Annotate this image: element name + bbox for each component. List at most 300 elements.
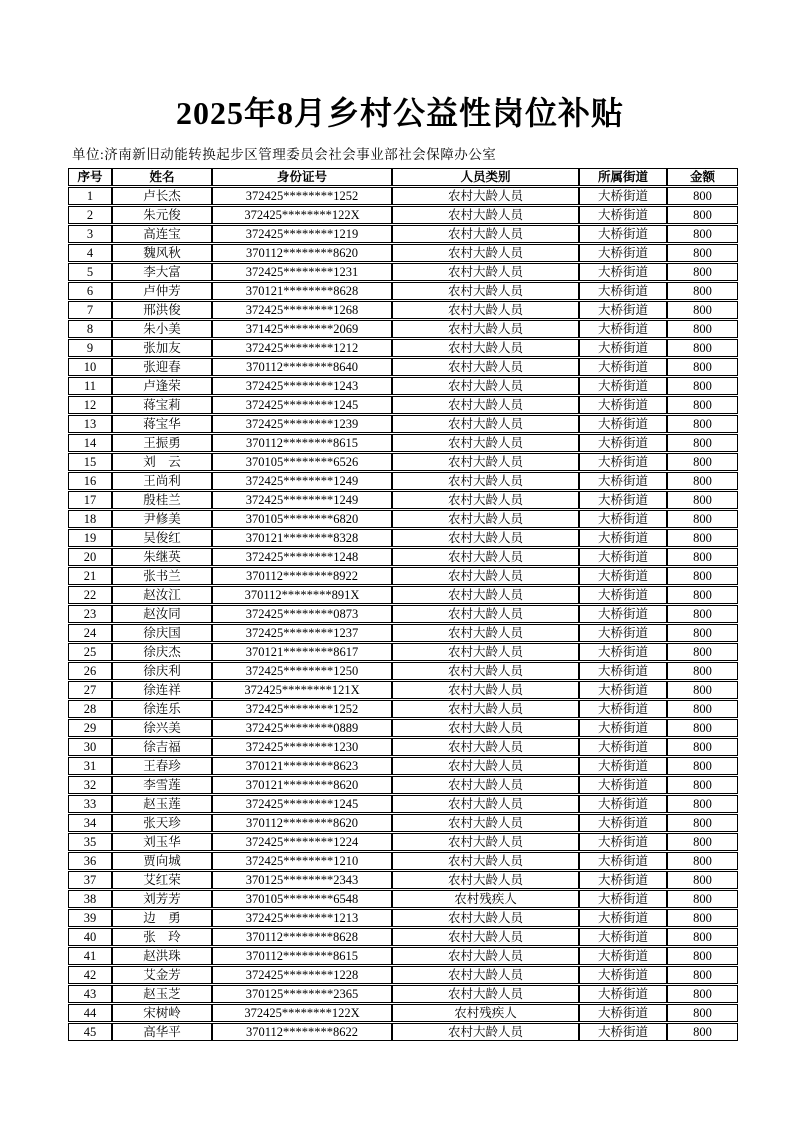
- table-row: [68, 263, 738, 281]
- cell-street: 大桥街道: [579, 662, 667, 680]
- cell-category: 农村大龄人员: [392, 529, 579, 547]
- cell-name: 赵玉芝: [112, 985, 212, 1003]
- cell-index: 12: [68, 396, 112, 414]
- cell-street: 大桥街道: [579, 605, 667, 623]
- cell-index: 10: [68, 358, 112, 376]
- cell-street: 大桥街道: [579, 415, 667, 433]
- cell-name: 徐兴美: [112, 719, 212, 737]
- cell-street: 大桥街道: [579, 358, 667, 376]
- cell-name: 贾向城: [112, 852, 212, 870]
- cell-amount: 800: [667, 985, 738, 1003]
- cell-id-number: 372425********1252: [212, 700, 392, 718]
- cell-name: 徐庆杰: [112, 643, 212, 661]
- cell-category: 农村大龄人员: [392, 567, 579, 585]
- cell-id-number: 372425********1250: [212, 662, 392, 680]
- table-row: [68, 814, 738, 832]
- cell-street: 大桥街道: [579, 510, 667, 528]
- cell-id-number: 370112********8615: [212, 947, 392, 965]
- cell-amount: 800: [667, 472, 738, 490]
- table-row: [68, 681, 738, 699]
- cell-index: 8: [68, 320, 112, 338]
- cell-category: 农村大龄人员: [392, 415, 579, 433]
- cell-index: 15: [68, 453, 112, 471]
- cell-amount: 800: [667, 776, 738, 794]
- cell-name: 徐庆利: [112, 662, 212, 680]
- table-row: [68, 719, 738, 737]
- cell-index: 35: [68, 833, 112, 851]
- cell-index: 2: [68, 206, 112, 224]
- cell-amount: 800: [667, 529, 738, 547]
- header-category: 人员类别: [392, 168, 579, 186]
- cell-index: 39: [68, 909, 112, 927]
- table-row: [68, 529, 738, 547]
- cell-category: 农村大龄人员: [392, 833, 579, 851]
- cell-category: 农村大龄人员: [392, 339, 579, 357]
- header-id-number: 身份证号: [212, 168, 392, 186]
- cell-category: 农村大龄人员: [392, 586, 579, 604]
- cell-amount: 800: [667, 415, 738, 433]
- cell-name: 吴俊红: [112, 529, 212, 547]
- table-row: [68, 377, 738, 395]
- cell-index: 30: [68, 738, 112, 756]
- cell-category: 农村大龄人员: [392, 947, 579, 965]
- cell-id-number: 372425********1245: [212, 396, 392, 414]
- table-row: [68, 1023, 738, 1041]
- cell-name: 徐连乐: [112, 700, 212, 718]
- cell-amount: 800: [667, 586, 738, 604]
- cell-id-number: 372425********1239: [212, 415, 392, 433]
- cell-id-number: 370112********891X: [212, 586, 392, 604]
- table-row: [68, 567, 738, 585]
- table-row: [68, 586, 738, 604]
- cell-street: 大桥街道: [579, 966, 667, 984]
- cell-index: 18: [68, 510, 112, 528]
- cell-street: 大桥街道: [579, 434, 667, 452]
- cell-id-number: 370121********8623: [212, 757, 392, 775]
- table-row: [68, 453, 738, 471]
- cell-amount: 800: [667, 757, 738, 775]
- cell-amount: 800: [667, 871, 738, 889]
- cell-name: 尹修美: [112, 510, 212, 528]
- cell-id-number: 370112********8620: [212, 244, 392, 262]
- table-row: [68, 909, 738, 927]
- cell-index: 20: [68, 548, 112, 566]
- cell-category: 农村大龄人员: [392, 472, 579, 490]
- cell-amount: 800: [667, 738, 738, 756]
- cell-index: 33: [68, 795, 112, 813]
- cell-street: 大桥街道: [579, 738, 667, 756]
- cell-id-number: 372425********1231: [212, 263, 392, 281]
- cell-index: 26: [68, 662, 112, 680]
- cell-street: 大桥街道: [579, 377, 667, 395]
- cell-street: 大桥街道: [579, 700, 667, 718]
- cell-street: 大桥街道: [579, 795, 667, 813]
- cell-amount: 800: [667, 605, 738, 623]
- cell-amount: 800: [667, 244, 738, 262]
- cell-id-number: 372425********122X: [212, 206, 392, 224]
- cell-index: 41: [68, 947, 112, 965]
- cell-category: 农村大龄人员: [392, 909, 579, 927]
- cell-name: 张加友: [112, 339, 212, 357]
- cell-name: 张书兰: [112, 567, 212, 585]
- cell-id-number: 372425********1243: [212, 377, 392, 395]
- cell-id-number: 372425********1219: [212, 225, 392, 243]
- cell-amount: 800: [667, 491, 738, 509]
- cell-id-number: 370121********8628: [212, 282, 392, 300]
- cell-name: 高华平: [112, 1023, 212, 1041]
- cell-category: 农村大龄人员: [392, 928, 579, 946]
- cell-category: 农村大龄人员: [392, 1023, 579, 1041]
- cell-index: 11: [68, 377, 112, 395]
- cell-street: 大桥街道: [579, 472, 667, 490]
- cell-category: 农村大龄人员: [392, 491, 579, 509]
- cell-index: 22: [68, 586, 112, 604]
- cell-amount: 800: [667, 624, 738, 642]
- table-row: [68, 339, 738, 357]
- cell-index: 13: [68, 415, 112, 433]
- table-header-row: [68, 168, 738, 186]
- cell-category: 农村大龄人员: [392, 985, 579, 1003]
- cell-id-number: 372425********0873: [212, 605, 392, 623]
- cell-amount: 800: [667, 358, 738, 376]
- cell-street: 大桥街道: [579, 928, 667, 946]
- cell-category: 农村大龄人员: [392, 624, 579, 642]
- cell-name: 蒋宝华: [112, 415, 212, 433]
- table-row: [68, 491, 738, 509]
- cell-id-number: 370112********8615: [212, 434, 392, 452]
- cell-amount: 800: [667, 396, 738, 414]
- cell-name: 殷桂兰: [112, 491, 212, 509]
- table-row: [68, 396, 738, 414]
- cell-index: 17: [68, 491, 112, 509]
- cell-category: 农村大龄人员: [392, 795, 579, 813]
- cell-amount: 800: [667, 510, 738, 528]
- cell-index: 42: [68, 966, 112, 984]
- cell-name: 张迎春: [112, 358, 212, 376]
- cell-category: 农村大龄人员: [392, 187, 579, 205]
- cell-street: 大桥街道: [579, 206, 667, 224]
- table-body: [68, 187, 738, 1041]
- cell-amount: 800: [667, 947, 738, 965]
- table-row: [68, 510, 738, 528]
- cell-street: 大桥街道: [579, 852, 667, 870]
- cell-name: 艾红荣: [112, 871, 212, 889]
- cell-amount: 800: [667, 662, 738, 680]
- cell-id-number: 372425********1224: [212, 833, 392, 851]
- page-title: 2025年8月乡村公益性岗位补贴: [175, 95, 624, 131]
- cell-id-number: 372425********121X: [212, 681, 392, 699]
- cell-index: 3: [68, 225, 112, 243]
- cell-amount: 800: [667, 852, 738, 870]
- cell-id-number: 372425********1245: [212, 795, 392, 813]
- cell-category: 农村大龄人员: [392, 263, 579, 281]
- table-row: [68, 415, 738, 433]
- cell-name: 王尚利: [112, 472, 212, 490]
- cell-index: 43: [68, 985, 112, 1003]
- cell-amount: 800: [667, 320, 738, 338]
- cell-index: 36: [68, 852, 112, 870]
- cell-category: 农村大龄人员: [392, 871, 579, 889]
- cell-index: 23: [68, 605, 112, 623]
- cell-category: 农村大龄人员: [392, 966, 579, 984]
- cell-name: 边 勇: [112, 909, 212, 927]
- cell-id-number: 372425********1252: [212, 187, 392, 205]
- cell-street: 大桥街道: [579, 947, 667, 965]
- cell-id-number: 370105********6526: [212, 453, 392, 471]
- cell-name: 徐连祥: [112, 681, 212, 699]
- cell-name: 魏风秋: [112, 244, 212, 262]
- cell-name: 邢洪俊: [112, 301, 212, 319]
- cell-category: 农村大龄人员: [392, 320, 579, 338]
- cell-id-number: 370112********8622: [212, 1023, 392, 1041]
- cell-amount: 800: [667, 548, 738, 566]
- table-row: [68, 795, 738, 813]
- cell-street: 大桥街道: [579, 548, 667, 566]
- cell-street: 大桥街道: [579, 339, 667, 357]
- cell-id-number: 370112********8640: [212, 358, 392, 376]
- cell-id-number: 372425********1248: [212, 548, 392, 566]
- table-row: [68, 966, 738, 984]
- cell-category: 农村大龄人员: [392, 282, 579, 300]
- cell-amount: 800: [667, 890, 738, 908]
- cell-id-number: 370121********8620: [212, 776, 392, 794]
- cell-street: 大桥街道: [579, 586, 667, 604]
- cell-name: 赵玉莲: [112, 795, 212, 813]
- table-row: [68, 282, 738, 300]
- cell-category: 农村大龄人员: [392, 244, 579, 262]
- cell-index: 27: [68, 681, 112, 699]
- cell-name: 艾金芳: [112, 966, 212, 984]
- cell-category: 农村大龄人员: [392, 719, 579, 737]
- cell-amount: 800: [667, 814, 738, 832]
- cell-street: 大桥街道: [579, 320, 667, 338]
- cell-street: 大桥街道: [579, 890, 667, 908]
- cell-category: 农村大龄人员: [392, 700, 579, 718]
- cell-amount: 800: [667, 434, 738, 452]
- cell-name: 张天珍: [112, 814, 212, 832]
- cell-amount: 800: [667, 263, 738, 281]
- cell-id-number: 372425********1228: [212, 966, 392, 984]
- cell-street: 大桥街道: [579, 681, 667, 699]
- cell-index: 32: [68, 776, 112, 794]
- cell-id-number: 370125********2365: [212, 985, 392, 1003]
- header-amount: 金额: [667, 168, 738, 186]
- cell-category: 农村残疾人: [392, 1004, 579, 1022]
- cell-category: 农村大龄人员: [392, 377, 579, 395]
- cell-index: 44: [68, 1004, 112, 1022]
- cell-amount: 800: [667, 700, 738, 718]
- table-row: [68, 871, 738, 889]
- cell-street: 大桥街道: [579, 871, 667, 889]
- cell-name: 刘 云: [112, 453, 212, 471]
- cell-name: 卢逢荣: [112, 377, 212, 395]
- cell-amount: 800: [667, 282, 738, 300]
- cell-category: 农村大龄人员: [392, 662, 579, 680]
- table-row: [68, 662, 738, 680]
- cell-index: 16: [68, 472, 112, 490]
- table-row: [68, 738, 738, 756]
- cell-street: 大桥街道: [579, 453, 667, 471]
- cell-name: 宋树岭: [112, 1004, 212, 1022]
- cell-id-number: 372425********1268: [212, 301, 392, 319]
- cell-id-number: 372425********1237: [212, 624, 392, 642]
- cell-id-number: 370105********6820: [212, 510, 392, 528]
- cell-index: 6: [68, 282, 112, 300]
- table-row: [68, 320, 738, 338]
- cell-category: 农村大龄人员: [392, 434, 579, 452]
- cell-street: 大桥街道: [579, 282, 667, 300]
- table-row: [68, 472, 738, 490]
- table-row: [68, 947, 738, 965]
- cell-name: 高连宝: [112, 225, 212, 243]
- cell-name: 赵汝江: [112, 586, 212, 604]
- cell-street: 大桥街道: [579, 396, 667, 414]
- cell-id-number: 372425********122X: [212, 1004, 392, 1022]
- table-row: [68, 985, 738, 1003]
- cell-id-number: 370105********6548: [212, 890, 392, 908]
- cell-index: 28: [68, 700, 112, 718]
- cell-street: 大桥街道: [579, 529, 667, 547]
- cell-id-number: 370125********2343: [212, 871, 392, 889]
- cell-id-number: 370112********8628: [212, 928, 392, 946]
- cell-amount: 800: [667, 909, 738, 927]
- cell-index: 45: [68, 1023, 112, 1041]
- table-row: [68, 358, 738, 376]
- cell-name: 卢长杰: [112, 187, 212, 205]
- cell-street: 大桥街道: [579, 567, 667, 585]
- cell-category: 农村大龄人员: [392, 453, 579, 471]
- cell-street: 大桥街道: [579, 985, 667, 1003]
- cell-id-number: 370121********8617: [212, 643, 392, 661]
- table-row: [68, 301, 738, 319]
- table-row: [68, 890, 738, 908]
- table-row: [68, 643, 738, 661]
- cell-id-number: 372425********0889: [212, 719, 392, 737]
- cell-amount: 800: [667, 681, 738, 699]
- cell-name: 王春珍: [112, 757, 212, 775]
- cell-index: 19: [68, 529, 112, 547]
- cell-id-number: 370112********8620: [212, 814, 392, 832]
- cell-amount: 800: [667, 719, 738, 737]
- cell-street: 大桥街道: [579, 814, 667, 832]
- table-row: [68, 700, 738, 718]
- cell-category: 农村大龄人员: [392, 852, 579, 870]
- cell-street: 大桥街道: [579, 491, 667, 509]
- table-row: [68, 548, 738, 566]
- cell-id-number: 372425********1212: [212, 339, 392, 357]
- table-row: [68, 757, 738, 775]
- cell-index: 9: [68, 339, 112, 357]
- cell-amount: 800: [667, 206, 738, 224]
- cell-category: 农村大龄人员: [392, 776, 579, 794]
- cell-name: 卢仲芳: [112, 282, 212, 300]
- table-row: [68, 1004, 738, 1022]
- cell-category: 农村大龄人员: [392, 605, 579, 623]
- cell-name: 蒋宝莉: [112, 396, 212, 414]
- cell-category: 农村大龄人员: [392, 814, 579, 832]
- cell-category: 农村大龄人员: [392, 548, 579, 566]
- cell-street: 大桥街道: [579, 757, 667, 775]
- cell-name: 朱小美: [112, 320, 212, 338]
- cell-name: 李雪莲: [112, 776, 212, 794]
- cell-name: 刘芳芳: [112, 890, 212, 908]
- cell-street: 大桥街道: [579, 244, 667, 262]
- cell-amount: 800: [667, 567, 738, 585]
- cell-amount: 800: [667, 453, 738, 471]
- cell-amount: 800: [667, 1023, 738, 1041]
- cell-index: 24: [68, 624, 112, 642]
- cell-index: 31: [68, 757, 112, 775]
- table-row: [68, 187, 738, 205]
- cell-id-number: 371425********2069: [212, 320, 392, 338]
- cell-street: 大桥街道: [579, 1004, 667, 1022]
- cell-street: 大桥街道: [579, 909, 667, 927]
- header-name: 姓名: [112, 168, 212, 186]
- cell-category: 农村大龄人员: [392, 738, 579, 756]
- unit-label: 单位:济南新旧动能转换起步区管理委员会社会事业部社会保障办公室: [72, 147, 497, 162]
- table-row: [68, 833, 738, 851]
- table-row: [68, 624, 738, 642]
- cell-category: 农村大龄人员: [392, 643, 579, 661]
- cell-category: 农村大龄人员: [392, 681, 579, 699]
- cell-id-number: 372425********1249: [212, 491, 392, 509]
- cell-street: 大桥街道: [579, 301, 667, 319]
- cell-street: 大桥街道: [579, 187, 667, 205]
- cell-street: 大桥街道: [579, 643, 667, 661]
- cell-name: 王振勇: [112, 434, 212, 452]
- cell-amount: 800: [667, 795, 738, 813]
- cell-index: 29: [68, 719, 112, 737]
- cell-index: 4: [68, 244, 112, 262]
- table-row: [68, 225, 738, 243]
- cell-category: 农村大龄人员: [392, 301, 579, 319]
- cell-category: 农村大龄人员: [392, 396, 579, 414]
- cell-name: 赵汝同: [112, 605, 212, 623]
- table-row: [68, 244, 738, 262]
- cell-street: 大桥街道: [579, 833, 667, 851]
- cell-index: 37: [68, 871, 112, 889]
- table-row: [68, 776, 738, 794]
- cell-amount: 800: [667, 339, 738, 357]
- cell-index: 5: [68, 263, 112, 281]
- cell-amount: 800: [667, 966, 738, 984]
- cell-amount: 800: [667, 225, 738, 243]
- cell-id-number: 370121********8328: [212, 529, 392, 547]
- cell-index: 40: [68, 928, 112, 946]
- cell-id-number: 372425********1230: [212, 738, 392, 756]
- subsidy-table: [68, 167, 738, 1042]
- cell-street: 大桥街道: [579, 776, 667, 794]
- cell-amount: 800: [667, 301, 738, 319]
- cell-index: 1: [68, 187, 112, 205]
- cell-street: 大桥街道: [579, 225, 667, 243]
- cell-name: 张 玲: [112, 928, 212, 946]
- cell-name: 刘玉华: [112, 833, 212, 851]
- cell-name: 李大富: [112, 263, 212, 281]
- cell-category: 农村残疾人: [392, 890, 579, 908]
- cell-amount: 800: [667, 1004, 738, 1022]
- cell-id-number: 370112********8922: [212, 567, 392, 585]
- cell-category: 农村大龄人员: [392, 358, 579, 376]
- cell-id-number: 372425********1213: [212, 909, 392, 927]
- cell-index: 25: [68, 643, 112, 661]
- header-index: 序号: [68, 168, 112, 186]
- cell-index: 14: [68, 434, 112, 452]
- table-row: [68, 852, 738, 870]
- cell-amount: 800: [667, 833, 738, 851]
- table-row: [68, 434, 738, 452]
- cell-name: 朱元俊: [112, 206, 212, 224]
